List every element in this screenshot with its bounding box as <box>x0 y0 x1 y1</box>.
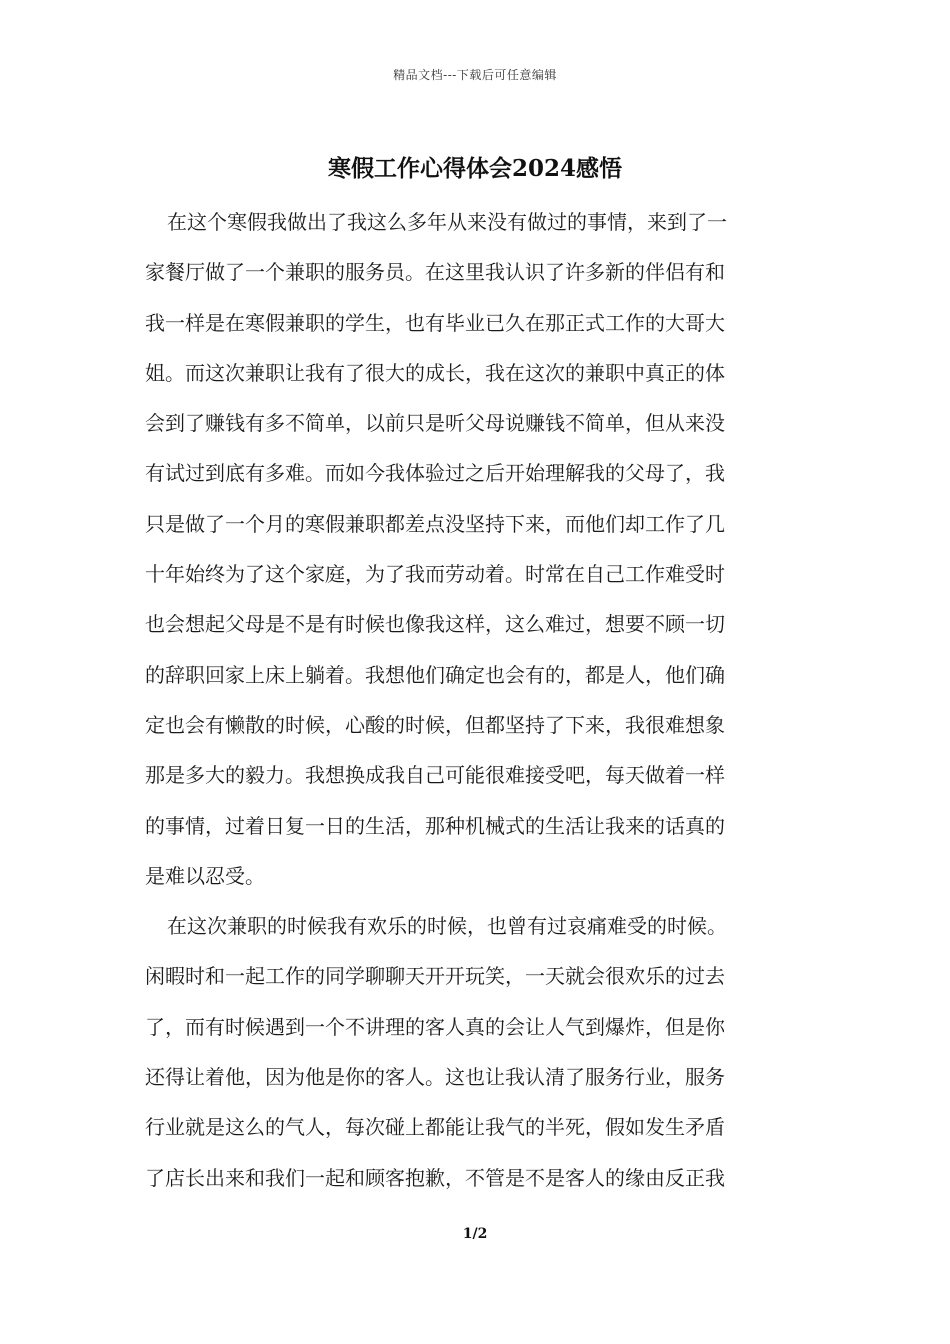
page-header: 精品文档---下载后可任意编辑 <box>393 68 557 82</box>
paragraph-line: 会到了赚钱有多不简单，以前只是听父母说赚钱不简单，但从来没 <box>145 411 725 436</box>
paragraph-line: 家餐厅做了一个兼职的服务员。在这里我认识了许多新的伴侣有和 <box>145 260 725 285</box>
paragraph-line: 了店长出来和我们一起和顾客抱歉，不管是不是客人的缘由反正我 <box>145 1165 725 1190</box>
page-total: 2 <box>477 1226 488 1242</box>
paragraph-line: 行业就是这么的气人，每次碰上都能让我气的半死，假如发生矛盾 <box>145 1115 725 1140</box>
paragraph-line: 十年始终为了这个家庭，为了我而劳动着。时常在自己工作难受时 <box>145 562 725 587</box>
document-title: 寒假工作心得体会2024感悟 <box>327 155 622 182</box>
paragraph-line: 的事情，过着日复一日的生活，那种机械式的生活让我来的话真的 <box>145 813 725 838</box>
paragraph-line: 的辞职回家上床上躺着。我想他们确定也会有的，都是人，他们确 <box>145 662 725 687</box>
paragraph-line: 定也会有懒散的时候，心酸的时候，但都坚持了下来，我很难想象 <box>145 712 725 737</box>
paragraph-line: 还得让着他，因为他是你的客人。这也让我认清了服务行业，服务 <box>145 1065 725 1090</box>
paragraph-line: 在这次兼职的时候我有欢乐的时候，也曾有过哀痛难受的时候。 <box>167 914 727 939</box>
page-current: 1 <box>462 1226 473 1242</box>
paragraph-line: 姐。而这次兼职让我有了很大的成长，我在这次的兼职中真正的体 <box>145 360 725 385</box>
paragraph-line: 那是多大的毅力。我想换成我自己可能很难接受吧，每天做着一样 <box>145 763 725 788</box>
page-separator: / <box>472 1226 478 1242</box>
paragraph-line: 是难以忍受。 <box>145 863 265 888</box>
page-number <box>0 1226 950 1242</box>
paragraph-line: 在这个寒假我做出了我这么多年从来没有做过的事情，来到了一 <box>167 210 727 234</box>
paragraph-line: 了，而有时候遇到一个不讲理的客人真的会让人气到爆炸，但是你 <box>145 1014 725 1039</box>
paragraph-line: 我一样是在寒假兼职的学生，也有毕业已久在那正式工作的大哥大 <box>145 310 725 335</box>
paragraph-line: 只是做了一个月的寒假兼职都差点没坚持下来，而他们却工作了几 <box>145 511 725 536</box>
paragraph-line: 有试过到底有多难。而如今我体验过之后开始理解我的父母了，我 <box>145 461 725 486</box>
paragraph-line: 闲暇时和一起工作的同学聊聊天开开玩笑，一天就会很欢乐的过去 <box>145 964 725 989</box>
document-body <box>145 200 810 1206</box>
paragraph-line: 也会想起父母是不是有时候也像我这样，这么难过，想要不顾一切 <box>145 612 725 637</box>
